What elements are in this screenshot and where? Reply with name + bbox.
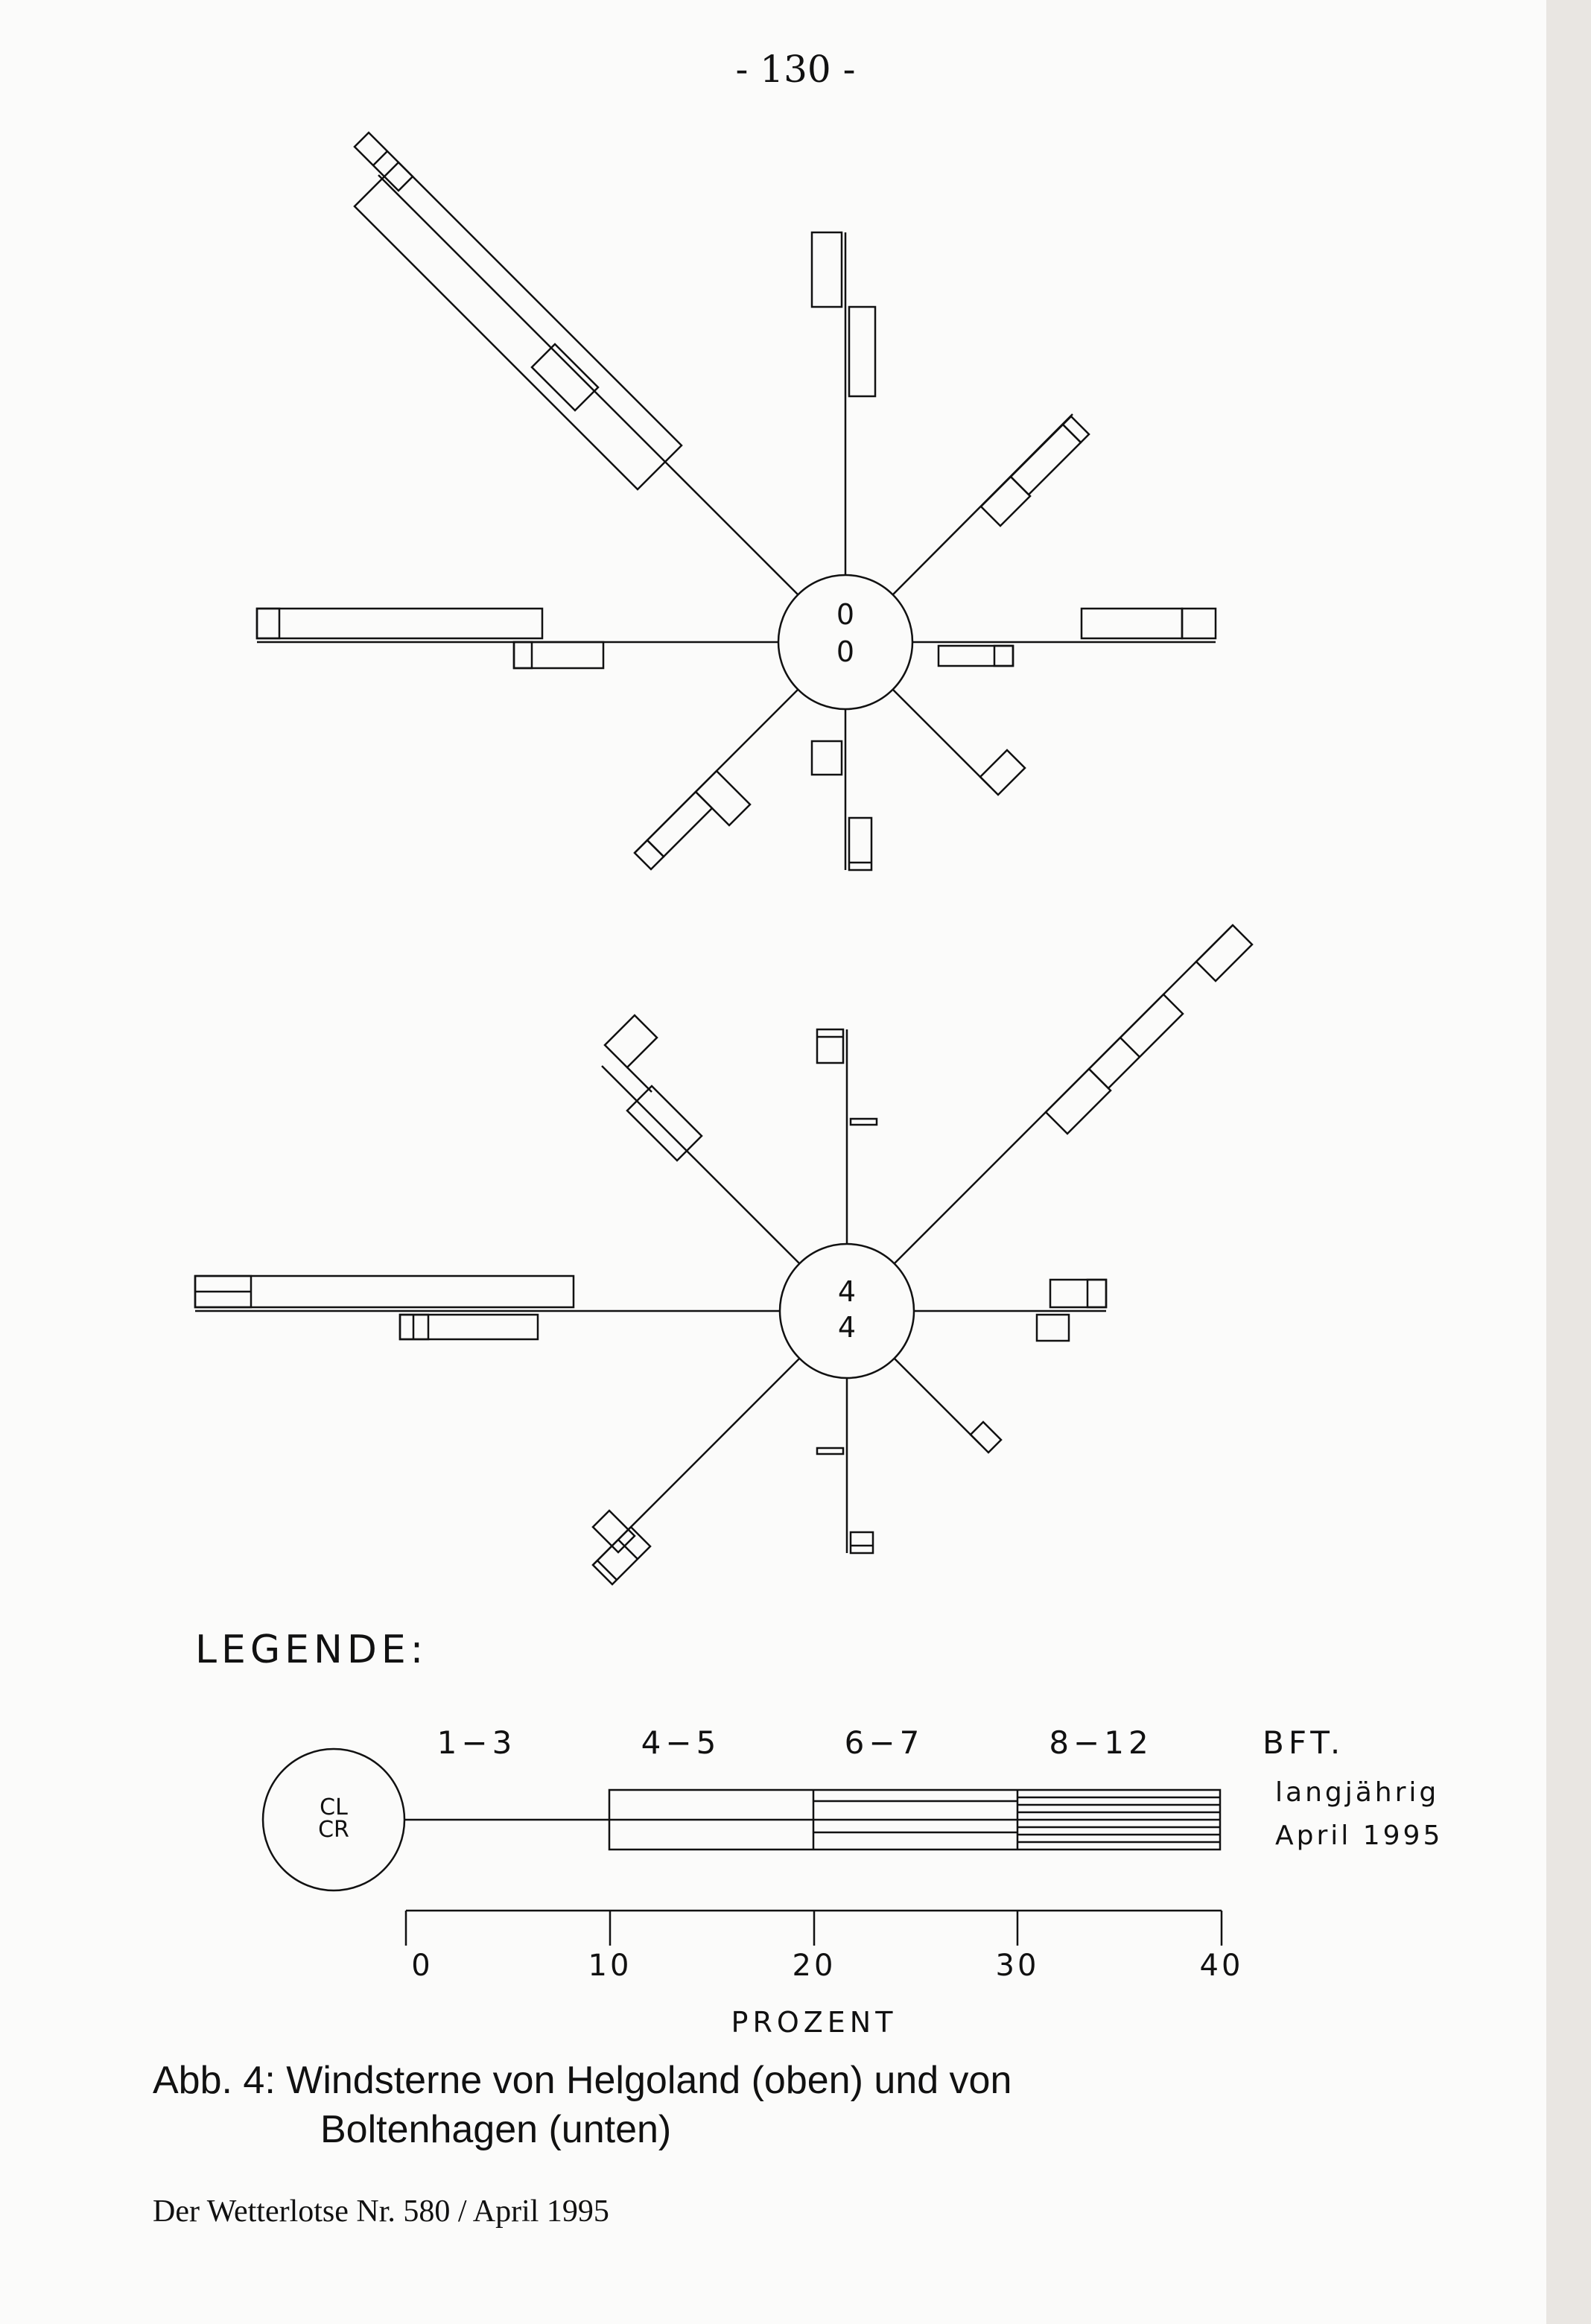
legend-circle-bottom: CR <box>318 1817 349 1843</box>
rose-bottom-arm-sw <box>593 1359 799 1584</box>
scale-tick-10: 10 <box>588 1949 632 1983</box>
rose-bottom-arm-n <box>817 1029 877 1244</box>
rose-top-value-cr: 0 <box>836 635 855 668</box>
scale-label: PROZENT <box>731 2006 898 2039</box>
wind-rose-boltenhagen <box>195 925 1252 1584</box>
caption-line-2: Boltenhagen (unten) <box>320 2108 672 2151</box>
scale-tick-0: 0 <box>411 1949 431 1983</box>
rose-bottom-arm-e <box>914 1280 1106 1341</box>
wind-rose-helgoland <box>257 133 1216 870</box>
rose-top-arm-w <box>257 609 778 668</box>
legend-class-3: 6−7 <box>844 1724 924 1761</box>
legend-series-april: April 1995 <box>1275 1820 1444 1851</box>
rose-top-arm-e <box>912 609 1216 666</box>
figure-caption <box>153 2056 1012 2154</box>
rose-top-arm-ne <box>893 414 1089 594</box>
rose-top-arm-s <box>812 709 871 870</box>
caption-line-1: Abb. 4: Windsterne von Helgoland (oben) und von <box>153 2059 1012 2102</box>
rose-bottom-arm-se <box>895 1359 1001 1452</box>
legend-class-1: 1−3 <box>436 1724 517 1761</box>
legend-class-2: 4−5 <box>641 1724 721 1761</box>
legend-graphic <box>263 1749 1222 1946</box>
rose-top-arm-se <box>893 690 1025 795</box>
legend-circle-top: CL <box>320 1794 348 1820</box>
rose-bottom-value-cl: 4 <box>837 1275 857 1308</box>
legend-unit: BFT. <box>1263 1724 1345 1761</box>
rose-bottom-arm-s <box>817 1378 873 1553</box>
rose-bottom-arm-w <box>195 1276 780 1339</box>
legend-series-longterm: langjährig <box>1275 1777 1440 1808</box>
rose-top-value-cl: 0 <box>836 598 855 631</box>
scale-tick-20: 20 <box>792 1949 836 1983</box>
footer: Der Wetterlotse Nr. 580 / April 1995 <box>153 2194 609 2229</box>
scale-tick-40: 40 <box>1199 1949 1244 1983</box>
legend-title: LEGENDE: <box>195 1628 428 1672</box>
legend-class-4: 8−12 <box>1049 1724 1153 1761</box>
scale-tick-30: 30 <box>995 1949 1040 1983</box>
rose-top-arm-nw <box>355 133 798 594</box>
rose-top-arm-sw <box>635 690 798 869</box>
rose-bottom-arm-nw <box>602 1015 799 1263</box>
page-number: - 130 - <box>735 48 856 91</box>
rose-bottom-arm-ne <box>895 925 1252 1263</box>
rose-bottom-value-cr: 4 <box>837 1311 857 1344</box>
rose-top-arm-n <box>812 232 875 575</box>
